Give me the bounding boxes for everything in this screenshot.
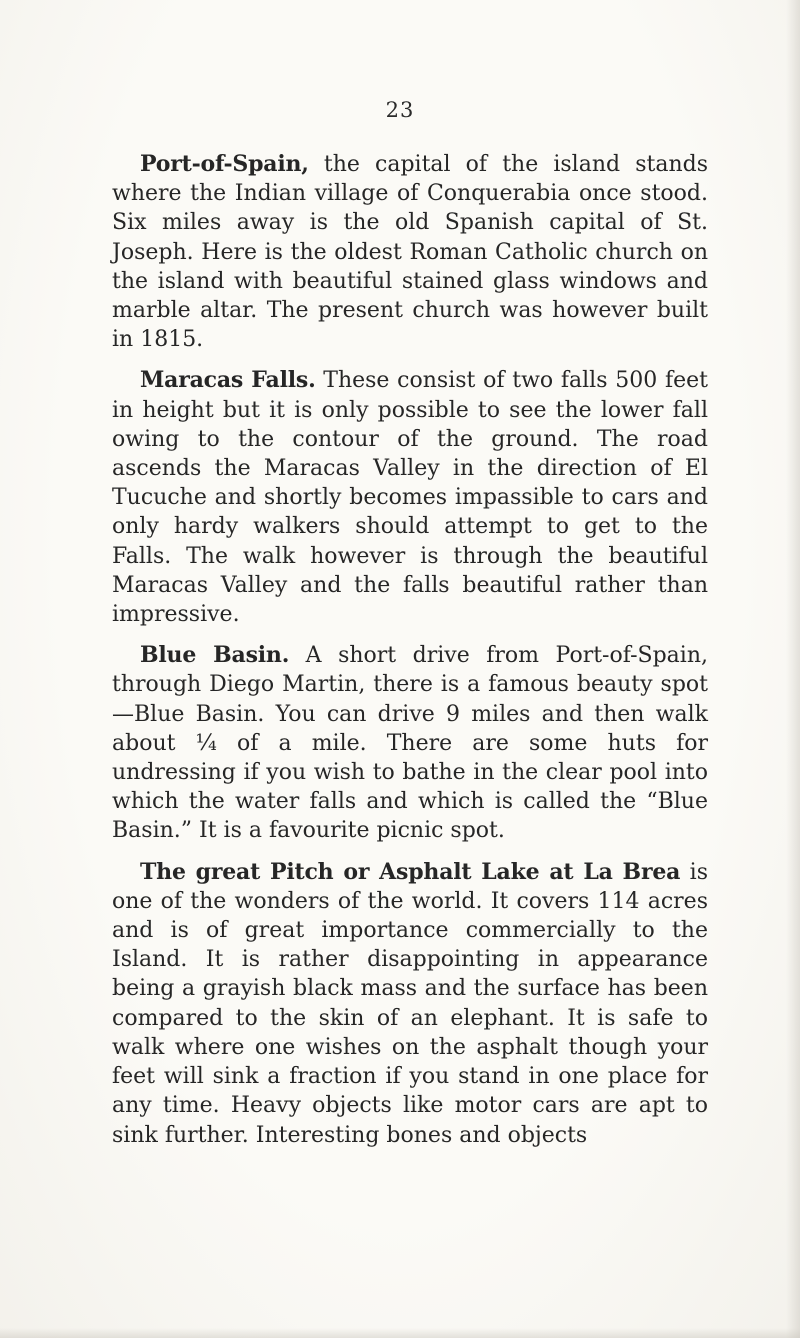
paragraph-heading: Maracas Falls. [140,367,316,394]
paragraph-blue-basin [112,641,708,845]
paragraph-body: A short drive from Port-of-Spain, through Diego Martin, there is a famous beauty spot—Blue Basin. You can drive 9 miles and then walk about ¼ of a mile. There are some huts for undressing if you wish to bathe in the clear pool into which the water falls and which is called the “Blue Basin.” It is a favourite picnic spot. [112,643,708,844]
page-body-text [112,150,708,1150]
paragraph-body: the capital of the island stands where the Indian village of Conquerabia once stood. Six miles away is the old Spanish capital of St. Joseph. Here is the oldest Roman Catholic church on the island with beautiful stained glass windows and marble altar. The present church was however built in 1815. [112,152,708,353]
page-number: 23 [385,98,415,122]
paragraph-heading: Port-of-Spain, [140,151,309,177]
paragraph-heading: Blue Basin. [140,642,290,669]
paragraph-maracas-falls [112,366,708,629]
page-edge-shadow-bottom [0,1328,800,1338]
paragraph-body: These consist of two falls 500 feet in height but it is only possible to see the lower fall owing to the contour of the ground. The road ascends the Maracas Valley in the direction of El Tucuche and shortly becomes impassible to cars and only hardy walkers should attempt to get to the Falls. The walk however is through the beautiful Maracas Valley and the falls beautiful rather than impressive. [112,368,708,628]
paragraph-heading: The great Pitch or Asphalt Lake at La Brea [140,858,681,885]
paragraph-port-of-spain [112,150,708,354]
paragraph-body: is one of the wonders of the world. It covers 114 acres and is of great importance commercially to the Island. It is rather disappointing in appearance being a grayish black mass and the surface has been compared to the skin of an elephant. It is safe to walk where one wishes on the asphalt though your feet will sink a fraction if you stand in one place for any time. Heavy objects like motor cars are apt to sink further. Interesting bones and objects [112,859,708,1148]
page-edge-shadow-right [786,0,800,1338]
paragraph-pitch-lake [112,858,708,1150]
